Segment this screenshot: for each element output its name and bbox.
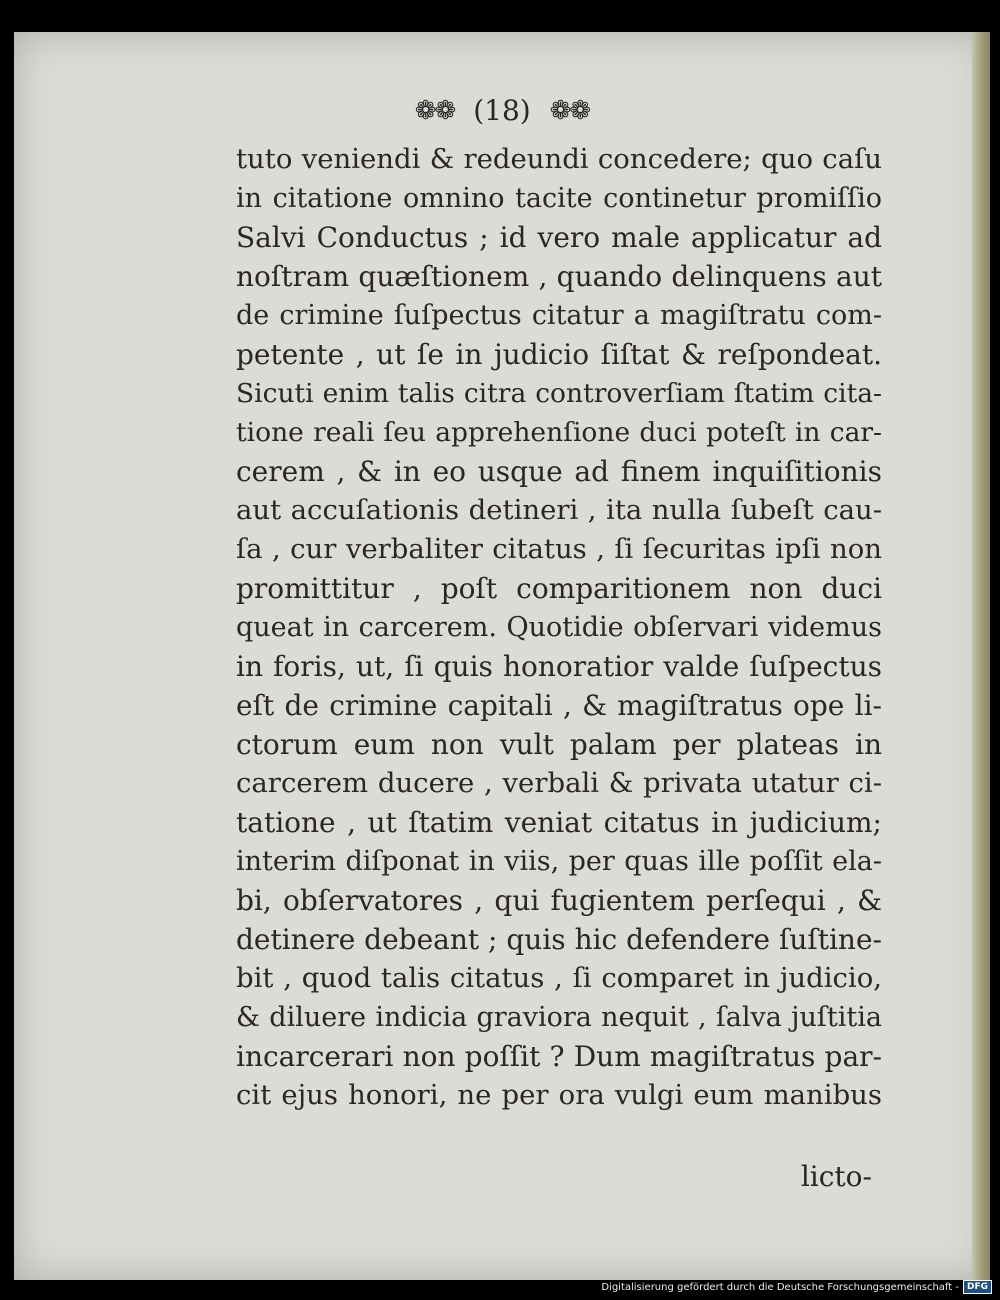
text-line: queat in carcerem. Quotidie obſervari videmus (236, 612, 882, 643)
page-edge (972, 32, 990, 1280)
text-line: Salvi Conductus ; id vero male applicatur ad (236, 221, 882, 254)
dfg-logo: DFG (963, 1280, 992, 1294)
book-page (14, 32, 990, 1280)
text-line: in foris, ut, ſi quis honoratior valde ſuſpectus (236, 650, 882, 683)
text-line: ctorum eum non vult palam per plateas in (236, 728, 882, 761)
text-line: bi, obſervatores , qui fugientem perſequi , & (236, 884, 882, 917)
text-line: aut accuſationis detineri , ita nulla ſubeſt cau- (236, 494, 882, 526)
body-text (236, 140, 882, 1115)
text-line: bit , quod talis citatus , ſi comparet in judicio, (236, 962, 882, 994)
text-line: cerem , & in eo usque ad finem inquiſitionis (236, 455, 882, 488)
page-header (14, 92, 990, 127)
text-line: promittitur , poſt comparitionem non duci (236, 572, 882, 605)
text-line: interim diſponat in viis, per quas ille poſſit ela- (236, 846, 882, 877)
text-line: tuto veniendi & redeundi concedere; quo caſu (236, 143, 882, 175)
text-line: tatione , ut ſtatim veniat citatus in judicium; (236, 806, 882, 839)
text-line: petente , ut ſe in judicio ſiſtat & reſpondeat. (236, 338, 882, 371)
left-ornament-icon: ❁❁ (414, 95, 455, 126)
text-line: noſtram quæſtionem , quando delinquens aut (236, 260, 882, 293)
text-line: & diluere indicia graviora nequit , ſalva juſtitia (236, 1002, 882, 1033)
text-line: cit ejus honori, ne per ora vulgi eum manibus (236, 1079, 882, 1111)
text-line: ſa , cur verbaliter citatus , ſi ſecuritas ipſi non (236, 533, 882, 565)
text-line: eſt de crimine capitali , & magiſtratus ope li- (236, 689, 882, 722)
text-line: in citatione omnino tacite continetur promiſſio (236, 183, 882, 214)
text-line: Sicuti enim talis citra controverſiam ſtatim cita- (236, 378, 882, 409)
footer-credit: Digitalisierung gefördert durch die Deutsche Forschungsgemeinschaft - (601, 1281, 959, 1293)
digitization-footer (601, 1280, 992, 1294)
text-line: de crimine ſuſpectus citatur a magiſtratu com- (236, 300, 882, 331)
right-ornament-icon: ❁❁ (549, 95, 590, 126)
text-line: incarcerari non poſſit ? Dum magiſtratus par- (236, 1040, 882, 1073)
text-line: carcerem ducere , verbali & privata utatur ci- (236, 767, 882, 799)
page-number: (18) (473, 94, 531, 127)
text-line: detinere debeant ; quis hic defendere ſuſtine- (236, 923, 882, 956)
catchword: licto- (800, 1160, 872, 1193)
text-line: tione reali ſeu apprehenſione duci poteſt in car- (236, 417, 882, 448)
